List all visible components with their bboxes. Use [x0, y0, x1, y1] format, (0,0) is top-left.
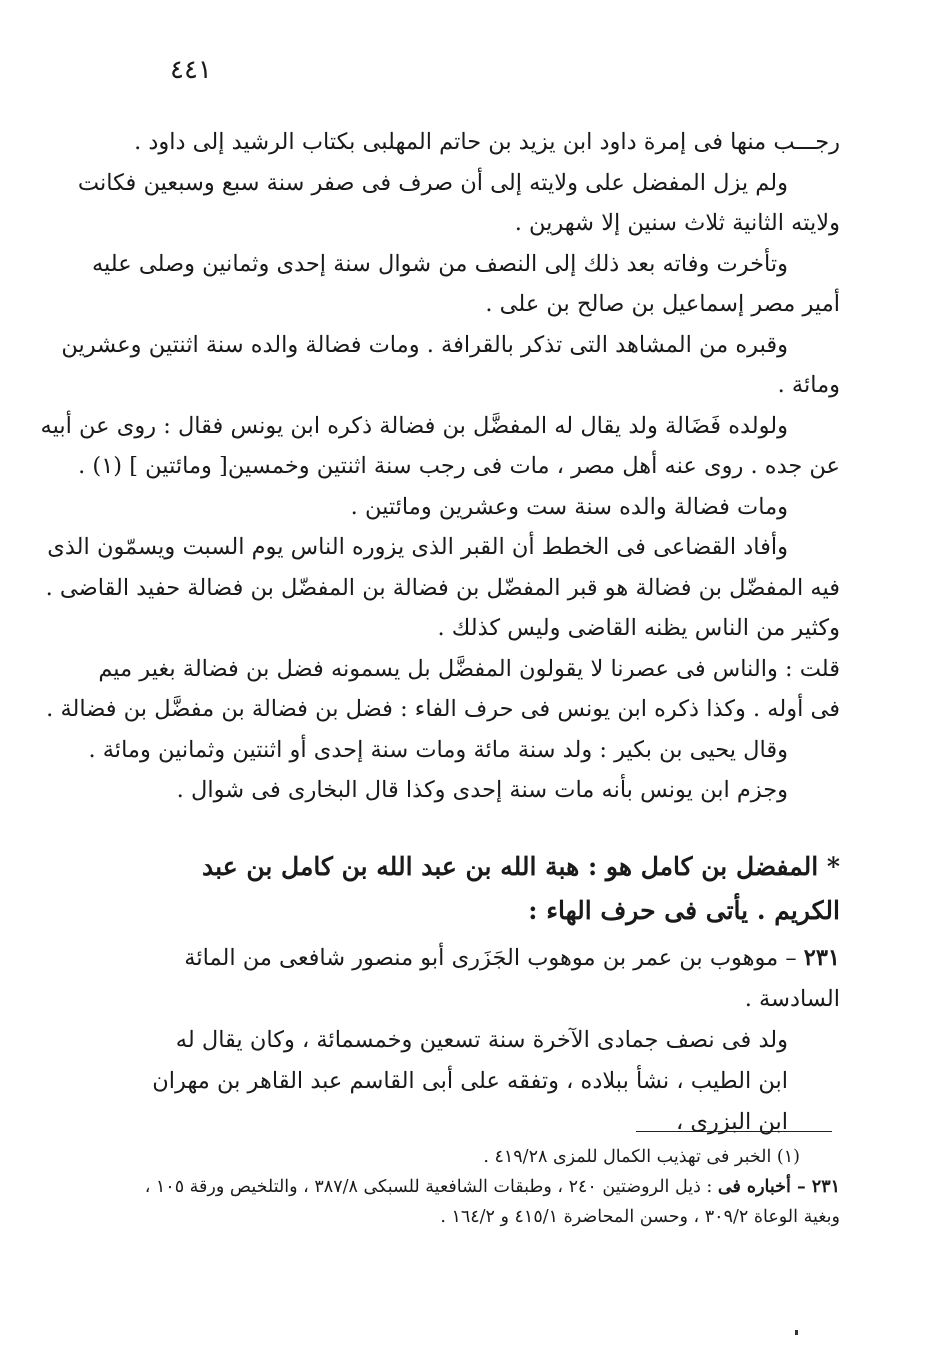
text-line: فى أوله . وكذا ذكره ابن يونس فى حرف الفاء : فضل بن فضالة بن مفضَّل بن فضالة .	[46, 696, 840, 722]
main-text	[40, 122, 840, 811]
text-line: قلت : والناس فى عصرنا لا يقولون المفضَّل بل يسمونه فضل بن فضالة بغير ميم	[98, 655, 840, 682]
entry-paragraph: ولد فى نصف جمادى الآخرة سنة تسعين وخمسمائة ، وكان يقال له ابن الطيب ، نشأ ببلاده ، وتفقه على أبى القاسم عبد القاهر بن مهران ابن البزرى ،	[152, 1027, 788, 1135]
text-line: وأفاد القضاعى فى الخطط أن القبر الذى يزوره الناس يوم السبت ويسمّون الذى	[47, 534, 788, 560]
footnotes	[140, 1142, 840, 1232]
page-number: ٤٤١	[170, 55, 212, 85]
cross-reference-heading: * المفضل بن كامل هو : هبة الله بن عبد الله بن كامل بن عبد الكريم . يأتى فى حرف الهاء :	[202, 852, 840, 925]
biography-entry	[140, 938, 840, 1143]
entry-number: ٢٣١	[803, 945, 840, 971]
scan-speck	[795, 1330, 798, 1335]
footnote-sources	[140, 1172, 840, 1232]
text-line: وكثير من الناس يظنه القاضى وليس كذلك .	[437, 615, 840, 641]
entry-dash: –	[778, 945, 804, 971]
entry-heading-text: موهوب بن عمر بن موهوب الجَزَرى أبو منصور شافعى من المائة السادسة .	[184, 945, 840, 1012]
text-line: ولم يزل المفضل على ولايته إلى أن صرف فى صفر سنة سبع وسبعين فكانت	[77, 169, 788, 196]
text-line: ومائة .	[777, 372, 840, 398]
entry-heading	[140, 938, 840, 1020]
footnote-sources-label: ٢٣١ – أخباره فى	[717, 1177, 840, 1197]
text-line: ولولده فَضَالة ولد يقال له المفضَّل بن فضالة ذكره ابن يونس فقال : روى عن أبيه	[40, 412, 788, 439]
footnote-1: (١) الخبر فى تهذيب الكمال للمزى ٤١٩/٢٨ .	[483, 1147, 800, 1167]
text-line: فيه المفضّل بن فضالة هو قبر المفضّل بن فضالة بن المفضّل بن فضالة حفيد القاضى .	[45, 574, 840, 601]
text-line: رجـــب منها فى إمرة داود ابن يزيد بن حاتم المهلبى بكتاب الرشيد إلى داود .	[134, 129, 840, 155]
text-line: ومات فضالة والده سنة ست وعشرين ومائتين .	[350, 493, 788, 520]
text-line: وقال يحيى بن بكير : ولد سنة مائة ومات سنة إحدى أو اثنتين وثمانين ومائة .	[88, 736, 788, 763]
text-line: عن جده . روى عنه أهل مصر ، مات فى رجب سنة اثنتين وخمسين[ ومائتين ] (١) .	[78, 453, 840, 479]
text-line: وجزم ابن يونس بأنه مات سنة إحدى وكذا قال البخارى فى شوال .	[176, 777, 788, 803]
text-line: أمير مصر إسماعيل بن صالح بن على .	[485, 291, 840, 317]
text-line: وتأخرت وفاته بعد ذلك إلى النصف من شوال سنة إحدى وثمانين وصلى عليه	[91, 250, 788, 277]
footnote-divider	[636, 1131, 832, 1132]
text-line: وقبره من المشاهد التى تذكر بالقرافة . ومات فضالة والده سنة اثنتين وعشرين	[61, 331, 788, 358]
footnote-sources-text: : ذيل الروضتين ٢٤٠ ، وطبقات الشافعية للسبكى ٣٨٧/٨ ، والتلخيص ورقة ١٠٥ ، وبغية الوعاة ٣٠٩/٢ ، وحسن المحاضرة ٤١٥/١ و ١٦٤/٢ .	[144, 1177, 840, 1227]
text-line: ولايته الثانية ثلاث سنين إلا شهرين .	[514, 210, 840, 236]
